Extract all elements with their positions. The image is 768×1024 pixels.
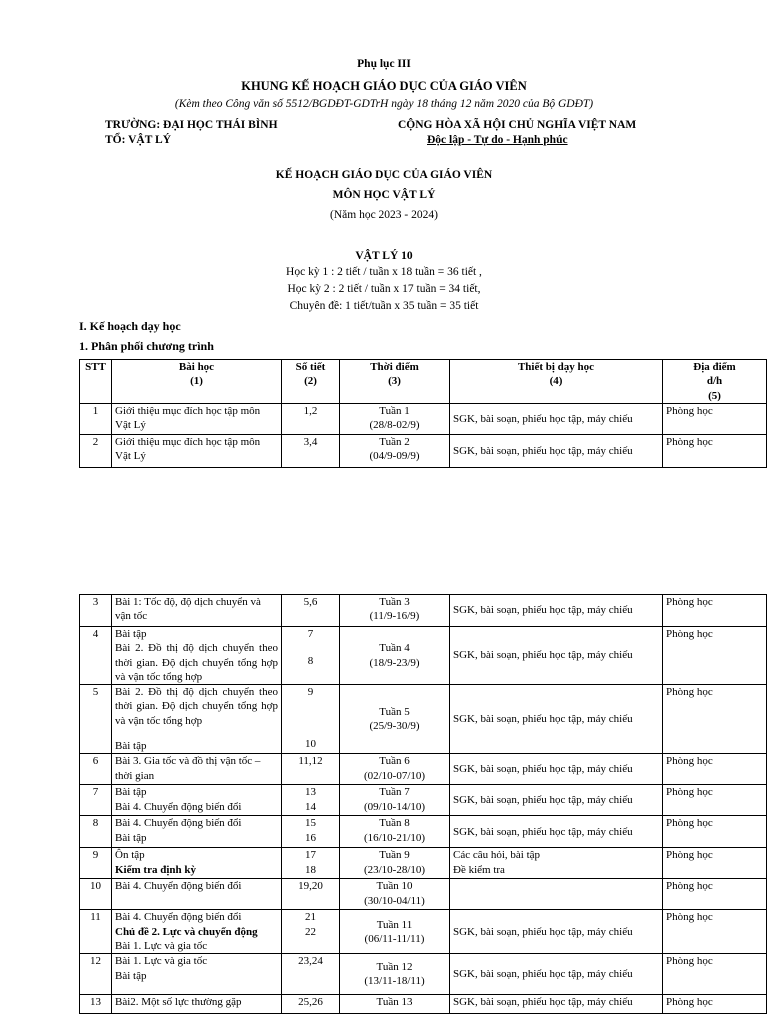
cell-lesson: Bài 4. Chuyển động biến đổi [112, 879, 282, 910]
cell-lesson: Bài 1. Lực và gia tốc Bài tập [112, 954, 282, 995]
cell-stt: 12 [80, 954, 112, 995]
cell-time: Tuần 2 (04/9-09/9) [340, 434, 450, 467]
department-name: TỔ: VẬT LÝ [105, 134, 172, 146]
cell-lesson: Bài 2. Đồ thị độ dịch chuyển theo thời gian. Độ dịch chuyển tổng hợp và vận tốc tổng hợp Bài tập [112, 685, 282, 754]
cell-time: Tuần 9 (23/10-28/10) [340, 848, 450, 879]
program-table-page1 [79, 359, 767, 468]
cell-equipment: SGK, bài soạn, phiếu học tập, máy chiếu [450, 403, 663, 434]
grade-title: VẬT LÝ 10 [355, 250, 413, 262]
cell-time: Tuần 4 (18/9-23/9) [340, 627, 450, 685]
cell-time: Tuần 7 (09/10-14/10) [340, 785, 450, 816]
cell-periods: 1,2 [282, 403, 340, 434]
cell-equipment: SGK, bài soạn, phiếu học tập, máy chiếu [450, 910, 663, 954]
cell-equipment: SGK, bài soạn, phiếu học tập, máy chiếu [450, 954, 663, 995]
table-row [80, 879, 767, 910]
cell-periods: 9 10 [282, 685, 340, 754]
country-name: CỘNG HÒA XÃ HỘI CHỦ NGHĨA VIỆT NAM [398, 119, 637, 131]
cell-lesson: Bài 3. Gia tốc và đồ thị vận tốc – thời gian [112, 754, 282, 785]
cell-stt: 10 [80, 879, 112, 910]
cell-stt: 9 [80, 848, 112, 879]
school-year: (Năm học 2023 - 2024) [330, 209, 438, 221]
cell-stt: 1 [80, 403, 112, 434]
table-row [80, 403, 767, 434]
cell-lesson: Giới thiệu mục đích học tập môn Vật Lý [112, 434, 282, 467]
cell-equipment: Các câu hỏi, bài tập Đề kiểm tra [450, 848, 663, 879]
cell-stt: 8 [80, 816, 112, 848]
cell-lesson: Ôn tập Kiểm tra định kỳ [112, 848, 282, 879]
cell-time: Tuần 12 (13/11-18/11) [340, 954, 450, 995]
cell-equipment: SGK, bài soạn, phiếu học tập, máy chiếu [450, 595, 663, 627]
cell-lesson: Bài tập Bài 2. Đồ thị độ dịch chuyển theo thời gian. Độ dịch chuyển tổng hợp và vận tốc tổng hợp [112, 627, 282, 685]
cell-equipment: SGK, bài soạn, phiếu học tập, máy chiếu [450, 627, 663, 685]
cell-place: Phòng học [663, 995, 767, 1014]
framework-title: KHUNG KẾ HOẠCH GIÁO DỤC CỦA GIÁO VIÊN [241, 79, 527, 93]
cell-lesson: Bài 4. Chuyển động biến đổi Bài tập [112, 816, 282, 848]
cell-periods: 15 16 [282, 816, 340, 848]
cell-place: Phòng học [663, 403, 767, 434]
header-periods: Số tiết (2) [282, 360, 340, 404]
cell-periods: 17 18 [282, 848, 340, 879]
cell-periods: 5,6 [282, 595, 340, 627]
cell-place: Phòng học [663, 785, 767, 816]
cell-lesson: Bài tập Bài 4. Chuyển động biến đổi [112, 785, 282, 816]
cell-equipment: SGK, bài soạn, phiếu học tập, máy chiếu [450, 816, 663, 848]
table-row [80, 754, 767, 785]
table-row [80, 995, 767, 1014]
cell-place: Phòng học [663, 910, 767, 954]
cell-place: Phòng học [663, 816, 767, 848]
cell-periods: 19,20 [282, 879, 340, 910]
cell-stt: 13 [80, 995, 112, 1014]
table-row [80, 910, 767, 954]
header-lesson: Bài học (1) [112, 360, 282, 404]
school-name: TRƯỜNG: ĐẠI HỌC THÁI BÌNH [105, 119, 278, 131]
cell-lesson: Bài 1: Tốc độ, độ dịch chuyển và vận tốc [112, 595, 282, 627]
header-equipment: Thiết bị dạy học (4) [450, 360, 663, 404]
cell-time: Tuần 8 (16/10-21/10) [340, 816, 450, 848]
table-row [80, 785, 767, 816]
cell-time: Tuần 11 (06/11-11/11) [340, 910, 450, 954]
plan-title: KẾ HOẠCH GIÁO DỤC CỦA GIÁO VIÊN [275, 169, 493, 181]
table-header-row [80, 360, 767, 404]
cell-stt: 7 [80, 785, 112, 816]
cell-time: Tuần 3 (11/9-16/9) [340, 595, 450, 627]
national-motto: Độc lập - Tự do - Hạnh phúc [427, 134, 568, 146]
cell-periods: 23,24 [282, 954, 340, 995]
header-time: Thời điểm (3) [340, 360, 450, 404]
table-row [80, 954, 767, 995]
special-topic-info: Chuyên đề: 1 tiết/tuần x 35 tuần = 35 tiết [289, 300, 479, 312]
cell-equipment: SGK, bài soạn, phiếu học tập, máy chiếu [450, 785, 663, 816]
cell-place: Phòng học [663, 848, 767, 879]
table-row [80, 627, 767, 685]
cell-place: Phòng học [663, 434, 767, 467]
cell-periods: 21 22 [282, 910, 340, 954]
cell-stt: 11 [80, 910, 112, 954]
appendix-label: Phụ lục III [357, 58, 411, 70]
cell-place: Phòng học [663, 627, 767, 685]
program-table-page2 [79, 594, 767, 1014]
attachment-note: (Kèm theo Công văn số 5512/BGDĐT-GDTrH ngày 18 tháng 12 năm 2020 của Bộ GDĐT) [174, 98, 594, 110]
cell-periods: 13 14 [282, 785, 340, 816]
cell-place: Phòng học [663, 754, 767, 785]
cell-periods: 3,4 [282, 434, 340, 467]
cell-equipment: SGK, bài soạn, phiếu học tập, máy chiếu [450, 434, 663, 467]
table-row [80, 816, 767, 848]
header-place: Địa điểm d/h (5) [663, 360, 767, 404]
cell-equipment [450, 879, 663, 910]
cell-time: Tuần 5 (25/9-30/9) [340, 685, 450, 754]
cell-place: Phòng học [663, 954, 767, 995]
section-program-distribution: 1. Phân phối chương trình [79, 339, 214, 353]
cell-time: Tuần 1 (28/8-02/9) [340, 403, 450, 434]
cell-periods: 11,12 [282, 754, 340, 785]
cell-lesson: Giới thiệu mục đích học tập môn Vật Lý [112, 403, 282, 434]
cell-place: Phòng học [663, 879, 767, 910]
cell-equipment: SGK, bài soạn, phiếu học tập, máy chiếu [450, 685, 663, 754]
header-stt: STT [80, 360, 112, 404]
cell-time: Tuần 6 (02/10-07/10) [340, 754, 450, 785]
cell-stt: 6 [80, 754, 112, 785]
cell-time: Tuần 10 (30/10-04/11) [340, 879, 450, 910]
table-row [80, 848, 767, 879]
table-row [80, 685, 767, 754]
cell-periods: 25,26 [282, 995, 340, 1014]
cell-lesson: Bài 4. Chuyển động biến đổi Chủ đề 2. Lực và chuyển động Bài 1. Lực và gia tốc [112, 910, 282, 954]
table-row [80, 595, 767, 627]
cell-stt: 4 [80, 627, 112, 685]
cell-equipment: SGK, bài soạn, phiếu học tập, máy chiếu [450, 754, 663, 785]
cell-stt: 5 [80, 685, 112, 754]
cell-equipment: SGK, bài soạn, phiếu học tập, máy chiếu [450, 995, 663, 1014]
semester1-info: Học kỳ 1 : 2 tiết / tuần x 18 tuần = 36 tiết , [286, 266, 482, 278]
cell-place: Phòng học [663, 595, 767, 627]
cell-periods: 7 8 [282, 627, 340, 685]
cell-stt: 2 [80, 434, 112, 467]
semester2-info: Học kỳ 2 : 2 tiết / tuần x 17 tuần = 34 tiết, [287, 283, 481, 295]
cell-time: Tuần 13 [340, 995, 450, 1014]
cell-stt: 3 [80, 595, 112, 627]
cell-lesson: Bài2. Một số lực thường gặp [112, 995, 282, 1014]
plan-subject: MÔN HỌC VẬT LÝ [332, 189, 436, 201]
table-row [80, 434, 767, 467]
section-teaching-plan: I. Kế hoạch dạy học [79, 319, 181, 333]
cell-place: Phòng học [663, 685, 767, 754]
